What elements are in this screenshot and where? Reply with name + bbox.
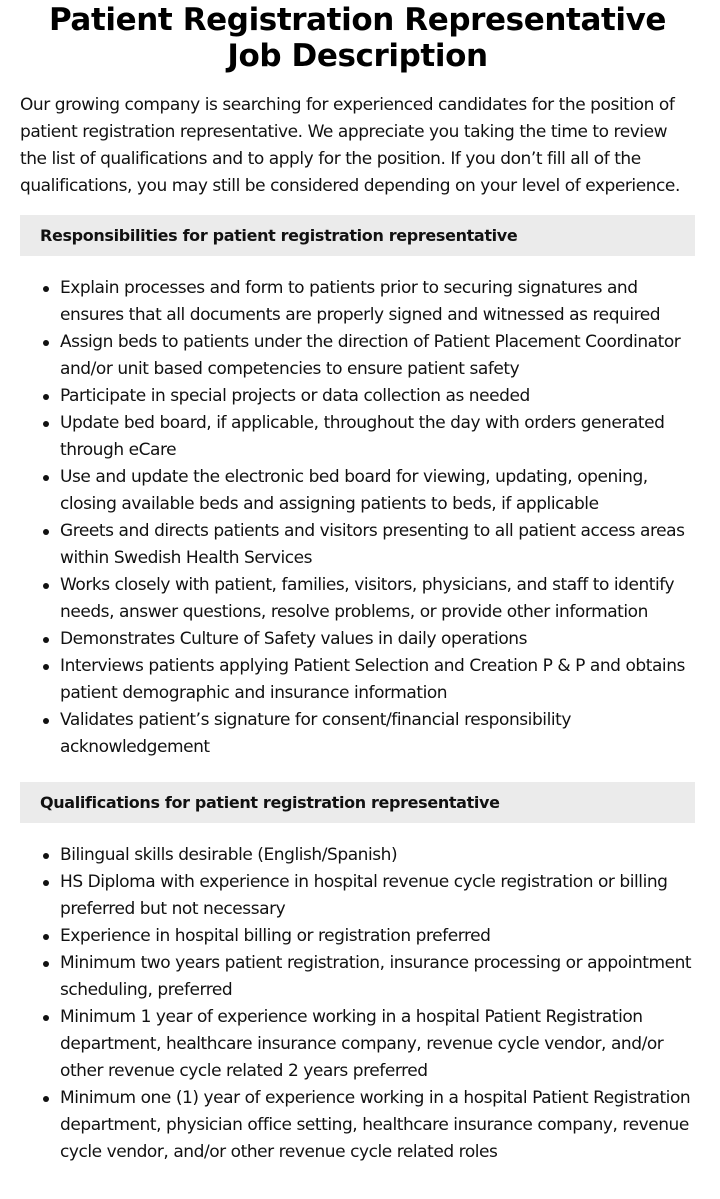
qualifications-heading: Qualifications for patient registration representative	[20, 782, 695, 823]
bullet-icon	[43, 1096, 49, 1102]
qualification-text: Minimum 1 year of experience working in a hospital Patient Registration department, healthcare insurance company, revenue cycle vendor, and/or other revenue cycle related 2 years preferred	[60, 1007, 664, 1081]
qualification-item	[60, 1004, 695, 1085]
section-spacer	[20, 761, 695, 767]
bullet-icon	[43, 637, 49, 643]
responsibility-text: Validates patient’s signature for consent/financial responsibility acknowledgement	[60, 710, 571, 757]
bullet-icon	[43, 1015, 49, 1021]
responsibility-text: Demonstrates Culture of Safety values in daily operations	[60, 629, 528, 649]
bullet-icon	[43, 934, 49, 940]
bullet-icon	[43, 421, 49, 427]
responsibility-item	[60, 518, 695, 572]
qualifications-list	[20, 842, 695, 1166]
bullet-icon	[43, 664, 49, 670]
responsibility-item	[60, 572, 695, 626]
responsibility-item	[60, 410, 695, 464]
bullet-icon	[43, 475, 49, 481]
responsibilities-heading: Responsibilities for patient registration representative	[20, 215, 695, 256]
responsibility-text: Use and update the electronic bed board for viewing, updating, opening, closing available beds and assigning patients to beds, if applicable	[60, 467, 648, 514]
responsibility-text: Works closely with patient, families, visitors, physicians, and staff to identify needs, answer questions, resolve problems, or provide other information	[60, 575, 675, 622]
bullet-icon	[43, 718, 49, 724]
qualification-text: Minimum two years patient registration, insurance processing or appointment scheduling, preferred	[60, 953, 692, 1000]
qualification-item	[60, 923, 695, 950]
responsibility-text: Greets and directs patients and visitors presenting to all patient access areas within Swedish Health Services	[60, 521, 685, 568]
qualification-item	[60, 1085, 695, 1166]
qualification-text: HS Diploma with experience in hospital revenue cycle registration or billing preferred but not necessary	[60, 872, 668, 919]
responsibility-text: Assign beds to patients under the direction of Patient Placement Coordinator and/or unit based competencies to ensure patient safety	[60, 332, 681, 379]
qualification-item	[60, 842, 695, 869]
responsibility-item	[60, 383, 695, 410]
bullet-icon	[43, 286, 49, 292]
responsibility-item	[60, 464, 695, 518]
bullet-icon	[43, 853, 49, 859]
page-title: Patient Registration Representative Job Description	[48, 2, 667, 74]
qualification-text: Bilingual skills desirable (English/Spanish)	[60, 845, 398, 865]
responsibility-item	[60, 275, 695, 329]
qualification-text: Experience in hospital billing or registration preferred	[60, 926, 491, 946]
qualification-item	[60, 950, 695, 1004]
responsibility-item	[60, 707, 695, 761]
bullet-icon	[43, 340, 49, 346]
responsibility-text: Update bed board, if applicable, throughout the day with orders generated through eCare	[60, 413, 665, 460]
bullet-icon	[43, 583, 49, 589]
responsibility-text: Interviews patients applying Patient Selection and Creation P & P and obtains patient demographic and insurance information	[60, 656, 685, 703]
bullet-icon	[43, 880, 49, 886]
responsibility-text: Explain processes and form to patients prior to securing signatures and ensures that all documents are properly signed and witnessed as required	[60, 278, 661, 325]
responsibility-item	[60, 626, 695, 653]
responsibility-item	[60, 329, 695, 383]
bullet-icon	[43, 961, 49, 967]
responsibilities-list	[20, 275, 695, 761]
responsibility-text: Participate in special projects or data collection as needed	[60, 386, 530, 406]
bullet-icon	[43, 394, 49, 400]
intro-paragraph: Our growing company is searching for experienced candidates for the position of patient registration representative. We appreciate you taking the time to review the list of qualifications and to apply for the position. If you don’t fill all of the qualifications, you may still be considered depending on your level of experience.	[20, 95, 680, 196]
bullet-icon	[43, 529, 49, 535]
qualification-item	[60, 869, 695, 923]
responsibility-item	[60, 653, 695, 707]
qualification-text: Minimum one (1) year of experience working in a hospital Patient Registration department, physician office setting, healthcare insurance company, revenue cycle vendor, and/or other revenue cycle related roles	[60, 1088, 691, 1162]
